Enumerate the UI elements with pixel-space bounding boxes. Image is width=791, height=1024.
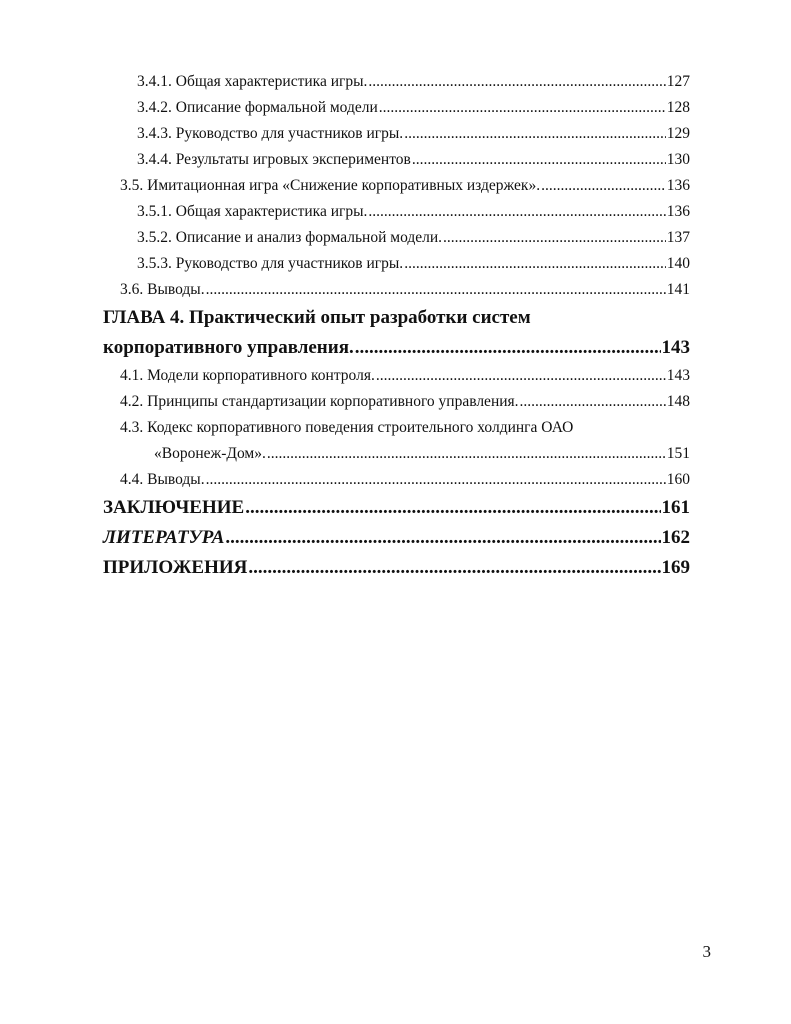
toc-entry-4-1[interactable] [120, 367, 690, 385]
toc-conclusion[interactable] [103, 497, 690, 519]
toc-entry-page: 140 [666, 255, 690, 272]
toc-entry-4-3[interactable] [154, 445, 690, 463]
toc-entry-title: 3.4.2. Описание формальной модели [137, 99, 378, 116]
toc-entry-title: 4.2. Принципы стандартизации корпоративного управления. [120, 393, 519, 410]
dot-leader [404, 255, 666, 273]
toc-entry-title: 4.1. Модели корпоративного контроля. [120, 367, 375, 384]
toc-entry-3-6[interactable] [120, 281, 690, 299]
toc-entry-title: 3.6. Выводы. [120, 281, 205, 298]
dot-leader [412, 151, 666, 169]
toc-entry-page: 160 [666, 471, 690, 488]
toc-entry-3-5-3[interactable] [137, 255, 690, 273]
toc-entry-page: 136 [666, 203, 690, 220]
toc-entry-3-4-1[interactable] [137, 73, 690, 91]
toc-entry-page: 143 [661, 337, 690, 358]
dot-leader [368, 203, 665, 221]
toc-entry-title: корпоративного управления. [103, 337, 354, 358]
toc-entry-title: 3.5.1. Общая характеристика игры. [137, 203, 368, 220]
toc-entry-3-4-2[interactable] [137, 99, 690, 117]
toc-entry-title: 3.4.3. Руководство для участников игры. [137, 125, 404, 142]
toc-entry-page: 141 [666, 281, 690, 298]
dot-leader [520, 393, 666, 411]
dot-leader [248, 557, 660, 579]
toc-entry-title: 3.5.2. Описание и анализ формальной модели. [137, 229, 443, 246]
dot-leader [368, 73, 665, 91]
toc-entry-page: 161 [661, 497, 690, 518]
toc-entry-title: «Воронеж-Дом». [154, 445, 266, 462]
toc-entry-page: 148 [666, 393, 690, 410]
dot-leader [206, 471, 666, 489]
page-number: 3 [702, 942, 711, 961]
dot-leader [267, 445, 666, 463]
toc-entry-page: 127 [666, 73, 690, 90]
dot-leader [443, 229, 666, 247]
toc-entry-page: 151 [666, 445, 690, 462]
toc-entry-title: 3.5. Имитационная игра «Снижение корпоративных издержек». [120, 177, 541, 194]
toc-entry-title: 4.4. Выводы. [120, 471, 205, 488]
toc-entry-3-5-2[interactable] [137, 229, 690, 247]
toc-entry-page: 129 [666, 125, 690, 142]
toc-entry-4-4[interactable] [120, 471, 690, 489]
dot-leader [245, 497, 660, 519]
toc-entry-3-5[interactable] [120, 177, 690, 195]
toc-entry-page: 137 [666, 229, 690, 246]
toc-entry-title: 3.4.1. Общая характеристика игры. [137, 73, 368, 90]
toc-entry-page: 143 [666, 367, 690, 384]
dot-leader [404, 125, 666, 143]
dot-leader [376, 367, 666, 385]
dot-leader [225, 527, 660, 549]
toc-chapter-4-line1[interactable]: ГЛАВА 4. Практический опыт разработки систем [103, 307, 531, 328]
toc-entry-title: 3.5.3. Руководство для участников игры. [137, 255, 404, 272]
toc-entry-title: ЛИТЕРАТУРА [103, 527, 225, 548]
toc-chapter-4[interactable] [103, 337, 690, 359]
dot-leader [206, 281, 666, 299]
toc-entry-3-5-1[interactable] [137, 203, 690, 221]
toc-entry-page: 136 [666, 177, 690, 194]
dot-leader [355, 337, 661, 359]
toc-entry-page: 130 [666, 151, 690, 168]
toc-entry-page: 128 [666, 99, 690, 116]
dot-leader [379, 99, 666, 117]
toc-entry-page: 162 [661, 527, 690, 548]
dot-leader [541, 177, 666, 195]
toc-appendices[interactable] [103, 557, 690, 579]
toc-entry-title: ЗАКЛЮЧЕНИЕ [103, 497, 245, 518]
toc-entry-4-3-line1[interactable]: 4.3. Кодекс корпоративного поведения строительного холдинга ОАО [120, 419, 574, 436]
toc-entry-page: 169 [661, 557, 690, 578]
toc-entry-title: ПРИЛОЖЕНИЯ [103, 557, 248, 578]
toc-entry-4-2[interactable] [120, 393, 690, 411]
toc-entry-title: 3.4.4. Результаты игровых экспериментов [137, 151, 411, 168]
toc-entry-3-4-4[interactable] [137, 151, 690, 169]
toc-entry-3-4-3[interactable] [137, 125, 690, 143]
toc-literature[interactable] [103, 527, 690, 549]
